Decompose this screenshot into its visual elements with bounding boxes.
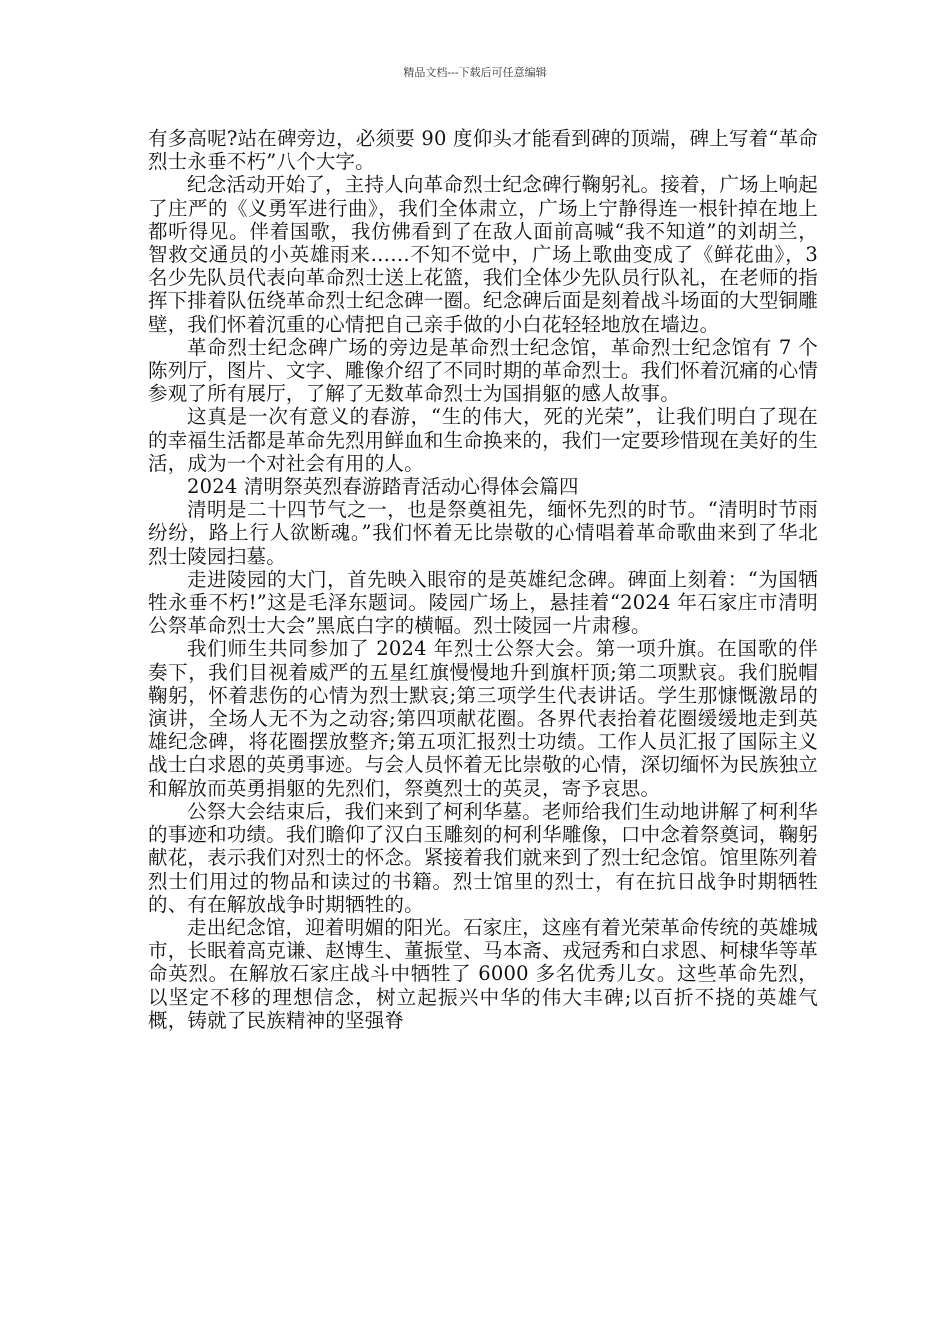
paragraph-continuation: 有多高呢?站在碑旁边，必须要 90 度仰头才能看到碑的顶端，碑上写着“革命烈士永垂不朽”八个大字。	[148, 127, 818, 174]
paragraph: 走进陵园的大门，首先映入眼帘的是英雄纪念碑。碑面上刻着：“为国牺牲永垂不朽!”这是毛泽东题词。陵园广场上，悬挂着“2024 年石家庄市清明公祭革命烈士大会”黑底白字的横幅。烈士陵园一片肃穆。	[148, 567, 818, 638]
paragraph: 这真是一次有意义的春游，“生的伟大，死的光荣”，让我们明白了现在的幸福生活都是革命先烈用鲜血和生命换来的，我们一定要珍惜现在美好的生活，成为一个对社会有用的人。	[148, 405, 818, 475]
paragraph: 我们师生共同参加了 2024 年烈士公祭大会。第一项升旗。在国歌的伴奏下，我们目视着威严的五星红旗慢慢地升到旗杆顶;第二项默哀。我们脱帽鞠躬，怀着悲伤的心情为烈士默哀;第三项学生代表讲话。学生那慷慨激昂的演讲，全场人无不为之动容;第四项献花圈。各界代表抬着花圈缓缓地走到英雄纪念碑，将花圈摆放整齐;第五项汇报烈士功绩。工作人员汇报了国际主义战士白求恩的英勇事迹。与会人员怀着无比崇敬的心情，深切缅怀为民族独立和解放而英勇捐躯的先烈们，祭奠烈士的英灵，寄予哀思。	[148, 637, 818, 800]
paragraph: 公祭大会结束后，我们来到了柯利华墓。老师给我们生动地讲解了柯利华的事迹和功绩。我们瞻仰了汉白玉雕刻的柯利华雕像，口中念着祭奠词，鞠躬献花，表示我们对烈士的怀念。紧接着我们就来到了烈士纪念馆。馆里陈列着烈士们用过的物品和读过的书籍。烈士馆里的烈士，有在抗日战争时期牺牲的、有在解放战争时期牺牲的。	[148, 799, 818, 916]
paragraph: 革命烈士纪念碑广场的旁边是革命烈士纪念馆，革命烈士纪念馆有 7 个陈列厅，图片、文字、雕像介绍了不同时期的革命烈士。我们怀着沉痛的心情参观了所有展厅，了解了无数革命烈士为国捐躯的感人故事。	[148, 335, 818, 406]
paragraph: 纪念活动开始了，主持人向革命烈士纪念碑行鞠躬礼。接着，广场上响起了庄严的《义勇军进行曲》，我们全体肃立，广场上宁静得连一根针掉在地上都听得见。伴着国歌，我仿佛看到了在敌人面前高喊“我不知道”的刘胡兰，智救交通员的小英雄雨来……不知不觉中，广场上歌曲变成了《鲜花曲》，3 名少先队员代表向革命烈士送上花篮，我们全体少先队员行队礼，在老师的指挥下排着队伍绕革命烈士纪念碑一圈。纪念碑后面是刻着战斗场面的大型铜雕壁，我们怀着沉重的心情把自己亲手做的小白花轻轻地放在墙边。	[148, 173, 818, 336]
paragraph: 清明是二十四节气之一，也是祭奠祖先，缅怀先烈的时节。“清明时节雨纷纷，路上行人欲断魂。”我们怀着无比崇敬的心情唱着革命歌曲来到了华北烈士陵园扫墓。	[148, 498, 818, 568]
paragraph: 走出纪念馆，迎着明媚的阳光。石家庄，这座有着光荣革命传统的英雄城市，长眠着高克谦、赵博生、董振堂、马本斋、戎冠秀和白求恩、柯棣华等革命英烈。在解放石家庄战斗中牺牲了 6000 多名优秀儿女。这些革命先烈，以坚定不移的理想信念，树立起振兴中华的伟大丰碑;以百折不挠的英雄气概，铸就了民族精神的坚强脊	[148, 915, 818, 1032]
page-header: 精品文档---下载后可任意编辑	[403, 66, 547, 79]
document-body	[148, 127, 818, 1032]
section-heading: 2024 清明祭英烈春游踏青活动心得体会篇四	[187, 475, 579, 499]
